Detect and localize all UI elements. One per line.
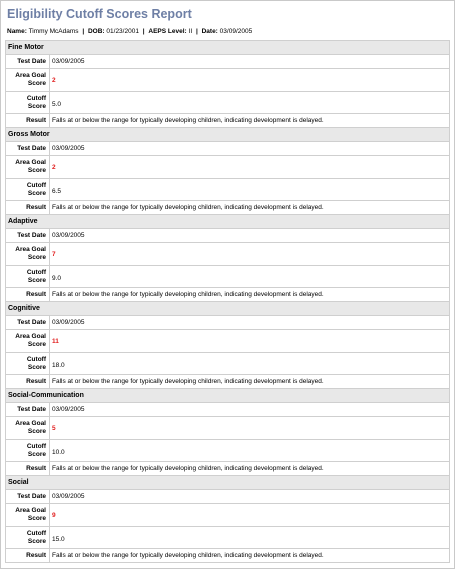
table-row [6,114,449,128]
table-row [6,549,449,563]
section-header: Gross Motor [6,128,449,142]
table-row [6,201,449,215]
test-date-label: Test Date [6,490,50,503]
cutoff-score-value: 6.5 [52,188,62,195]
cutoff-score-value: 5.0 [52,101,62,108]
table-row [6,229,449,243]
table-row [6,243,449,266]
table-row [6,288,449,302]
table-row [6,266,449,288]
goal-score-value: 5 [52,424,56,432]
dob-value: 01/23/2001 [106,28,139,35]
section-header: Cognitive [6,302,449,316]
cutoff-score-label: Cutoff Score [6,353,50,374]
result-label: Result [6,201,50,214]
test-date-value: 03/09/2005 [52,493,85,500]
cutoff-score-label: Cutoff Score [6,92,50,113]
section-header: Fine Motor [6,41,449,55]
result-value: Falls at or below the range for typically developing children, indicating development is delayed. [52,291,324,298]
result-value: Falls at or below the range for typically developing children, indicating development is delayed. [52,117,324,124]
table-row [6,156,449,179]
result-label: Result [6,288,50,301]
result-value: Falls at or below the range for typically developing children, indicating development is delayed. [52,378,324,385]
result-value: Falls at or below the range for typically developing children, indicating development is delayed. [52,204,324,211]
cutoff-score-value: 9.0 [52,275,62,282]
table-row [6,353,449,375]
test-date-label: Test Date [6,403,50,416]
table-row [6,330,449,353]
goal-score-label: Area Goal Score [6,417,50,439]
cutoff-score-label: Cutoff Score [6,527,50,548]
table-row [6,55,449,69]
table-row [6,403,449,417]
goal-score-label: Area Goal Score [6,504,50,526]
table-row [6,440,449,462]
table-row [6,417,449,440]
table-row [6,490,449,504]
goal-score-label: Area Goal Score [6,330,50,352]
report-title: Eligibility Cutoff Scores Report [7,7,192,21]
table-row [6,375,449,389]
cutoff-score-label: Cutoff Score [6,440,50,461]
cutoff-score-value: 18.0 [52,362,65,369]
test-date-value: 03/09/2005 [52,58,85,65]
goal-score-label: Area Goal Score [6,69,50,91]
goal-score-value: 7 [52,250,56,258]
report-date: 03/09/2005 [219,28,253,35]
section-header: Adaptive [6,215,449,229]
table-row [6,179,449,201]
cutoff-score-label: Cutoff Score [6,179,50,200]
test-date-label: Test Date [6,229,50,242]
table-row [6,504,449,527]
child-name: Timmy McAdams [28,28,79,35]
table-row [6,527,449,549]
table-row [6,142,449,156]
result-label: Result [6,375,50,388]
report-meta: Name: Timmy McAdams | DOB: 01/23/2001 | AEPS Level: II | Date: 03/09/2005 [7,28,253,35]
test-date-label: Test Date [6,316,50,329]
result-value: Falls at or below the range for typically developing children, indicating development is delayed. [52,465,324,472]
goal-score-value: 9 [52,511,56,519]
dob-label: DOB: [87,28,105,35]
result-value: Falls at or below the range for typically developing children, indicating development is delayed. [52,552,324,559]
test-date-value: 03/09/2005 [52,319,85,326]
sections-table [5,40,450,563]
test-date-value: 03/09/2005 [52,232,85,239]
table-row [6,69,449,92]
goal-score-value: 2 [52,163,56,171]
test-date-label: Test Date [6,55,50,68]
section-header: Social [6,476,449,490]
test-date-value: 03/09/2005 [52,145,85,152]
aeps-label: AEPS Level: [148,28,187,35]
cutoff-score-value: 10.0 [52,449,65,456]
section-header: Social-Communication [6,389,449,403]
result-label: Result [6,549,50,562]
name-label: Name: [7,28,27,35]
goal-score-label: Area Goal Score [6,243,50,265]
table-row [6,92,449,114]
table-row [6,316,449,330]
test-date-label: Test Date [6,142,50,155]
aeps-value: II [188,28,193,35]
test-date-value: 03/09/2005 [52,406,85,413]
result-label: Result [6,462,50,475]
result-label: Result [6,114,50,127]
goal-score-value: 11 [52,337,59,345]
goal-score-label: Area Goal Score [6,156,50,178]
cutoff-score-value: 15.0 [52,536,65,543]
cutoff-score-label: Cutoff Score [6,266,50,287]
goal-score-value: 2 [52,76,56,84]
table-row [6,462,449,476]
date-label: Date: [201,28,218,35]
